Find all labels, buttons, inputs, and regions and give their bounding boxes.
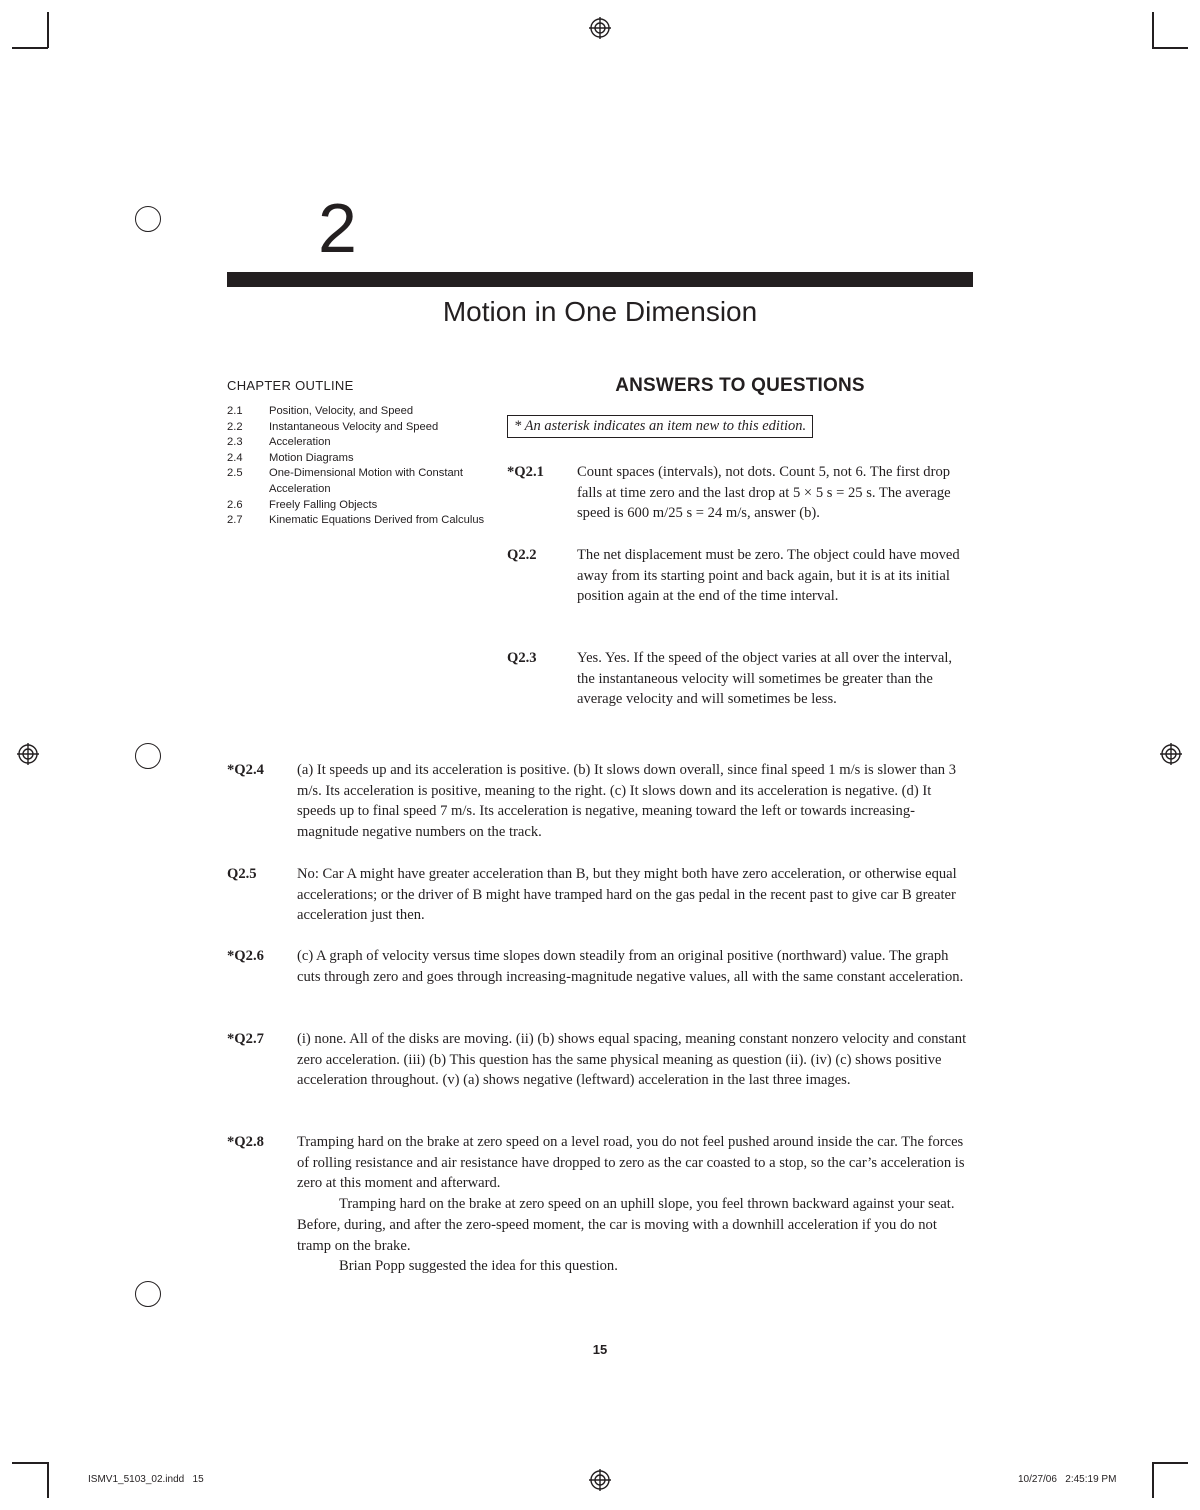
outline-item-text: One-Dimensional Motion with Constant Acceleration — [269, 467, 464, 495]
crop-mark — [1152, 1462, 1154, 1498]
crop-mark — [1152, 1462, 1188, 1464]
outline-item-number: 2.1 — [227, 405, 243, 417]
outline-item-text: Position, Velocity, and Speed — [269, 405, 414, 417]
question-label: Q2.3 — [507, 650, 537, 666]
answer-text: Tramping hard on the brake at zero speed on a level road, you do not feel pushed around inside the car. The forces of rolling resistance and air resistance have dropped to zero as the car coasted to a stop, so the car’s acceleration is zero at this moment and afterward. — [297, 1134, 965, 1192]
outline-item-number: 2.4 — [227, 451, 243, 464]
chapter-outline — [227, 404, 487, 529]
registration-mark-icon — [589, 17, 611, 39]
slug-file: ISMV1_5103_02.indd 15 — [88, 1474, 204, 1485]
crop-mark — [47, 1462, 49, 1498]
chapter-rule — [227, 272, 973, 287]
outline-item-text: Kinematic Equations Derived from Calculus — [269, 514, 485, 527]
question-label: *Q2.6 — [227, 948, 264, 964]
outline-item-text: Instantaneous Velocity and Speed — [269, 420, 439, 433]
answers-heading: ANSWERS TO QUESTIONS — [615, 375, 865, 396]
question-label: Q2.5 — [227, 866, 257, 882]
crop-mark — [1152, 47, 1188, 49]
answer-text: No: Car A might have greater acceleration than B, but they might both have zero acceleration, or otherwise equal accelerations; or the driver of B might have tramped hard on the gas pedal in the recent past to give car B greater acceleration just then. — [297, 866, 957, 924]
outline-item — [227, 435, 487, 451]
question-item — [507, 462, 973, 524]
question-label: *Q2.8 — [227, 1134, 264, 1150]
asterisk-note: * An asterisk indicates an item new to this edition. — [507, 415, 813, 438]
question-item — [227, 946, 973, 987]
question-item — [227, 760, 973, 843]
registration-mark-icon — [589, 1469, 611, 1491]
crop-mark — [12, 1462, 48, 1464]
answer-text: (c) A graph of velocity versus time slopes down steadily from an original positive (northward) value. The graph cuts through zero and goes through increasing-magnitude negative values, all with the same constant acceleration. — [297, 948, 964, 985]
outline-item — [227, 498, 487, 514]
page-number: 15 — [592, 1342, 608, 1357]
question-item — [507, 545, 973, 607]
binder-hole-icon — [135, 1281, 161, 1307]
chapter-title: Motion in One Dimension — [442, 296, 758, 327]
crop-mark — [1152, 12, 1154, 48]
outline-item-number: 2.6 — [227, 498, 243, 511]
question-item — [227, 864, 973, 926]
outline-item — [227, 513, 487, 529]
outline-item-number: 2.2 — [227, 420, 243, 433]
question-item — [227, 1029, 973, 1091]
chapter-number: 2 — [318, 189, 357, 267]
question-label: *Q2.7 — [227, 1031, 264, 1047]
outline-item — [227, 420, 487, 436]
outline-item-text: Motion Diagrams — [269, 451, 354, 464]
question-label: Q2.2 — [507, 547, 537, 563]
outline-heading: CHAPTER OUTLINE — [227, 378, 354, 393]
question-item — [507, 648, 973, 710]
outline-item — [227, 451, 487, 467]
answer-text: (a) It speeds up and its acceleration is positive. (b) It slows down overall, since final speed 1 m/s is slower than 3 m/s. Its acceleration is positive, meaning to the right. (c) It slows down and its acceleration is negative. (d) It speeds up to final speed 7 m/s. Its acceleration is negative, meaning toward the left or towards increasing-magnitude negative numbers on the track. — [297, 762, 956, 841]
question-item — [227, 1132, 973, 1277]
binder-hole-icon — [135, 743, 161, 769]
registration-mark-icon — [1160, 743, 1182, 765]
outline-item-number: 2.5 — [227, 467, 243, 480]
outline-item-number: 2.7 — [227, 514, 243, 527]
binder-hole-icon — [135, 206, 161, 232]
answer-text: Count spaces (intervals), not dots. Count 5, not 6. The first drop falls at time zero and the last drop at 5 × 5 s = 25 s. The average speed is 600 m/25 s = 24 m/s, answer (b). — [577, 464, 951, 522]
question-label: *Q2.1 — [507, 464, 544, 480]
outline-item-text: Freely Falling Objects — [269, 498, 378, 511]
crop-mark — [12, 47, 48, 49]
answer-text: (i) none. All of the disks are moving. (ii) (b) shows equal spacing, meaning constant nonzero velocity and constant zero acceleration. (iii) (b) This question has the same physical meaning as question (ii). (iv) (c) shows positive acceleration throughout. (v) (a) shows negative (leftward) acceleration in the last three images. — [297, 1031, 967, 1089]
answer-text: Brian Popp suggested the idea for this question. — [339, 1258, 618, 1275]
outline-item — [227, 466, 487, 497]
question-label: *Q2.4 — [227, 762, 264, 778]
answer-text: Tramping hard on the brake at zero speed on an uphill slope, you feel thrown backward against your seat. Before, during, and after the zero-speed moment, the car is moving with a downhill acceleration if you do not tramp on the brake. — [297, 1196, 955, 1254]
outline-item-text: Acceleration — [269, 436, 331, 449]
registration-mark-icon — [17, 743, 39, 765]
crop-mark — [47, 12, 49, 48]
answer-text: The net displacement must be zero. The object could have moved away from its starting point and back again, but it is at its initial position again at the end of the time interval. — [577, 547, 960, 605]
slug-datetime: 10/27/06 2:45:19 PM — [1018, 1474, 1117, 1485]
outline-item-number: 2.3 — [227, 436, 243, 449]
outline-item — [227, 404, 487, 420]
answer-text: Yes. Yes. If the speed of the object varies at all over the interval, the instantaneous velocity will sometimes be greater than the average velocity and will sometimes be less. — [577, 650, 953, 708]
